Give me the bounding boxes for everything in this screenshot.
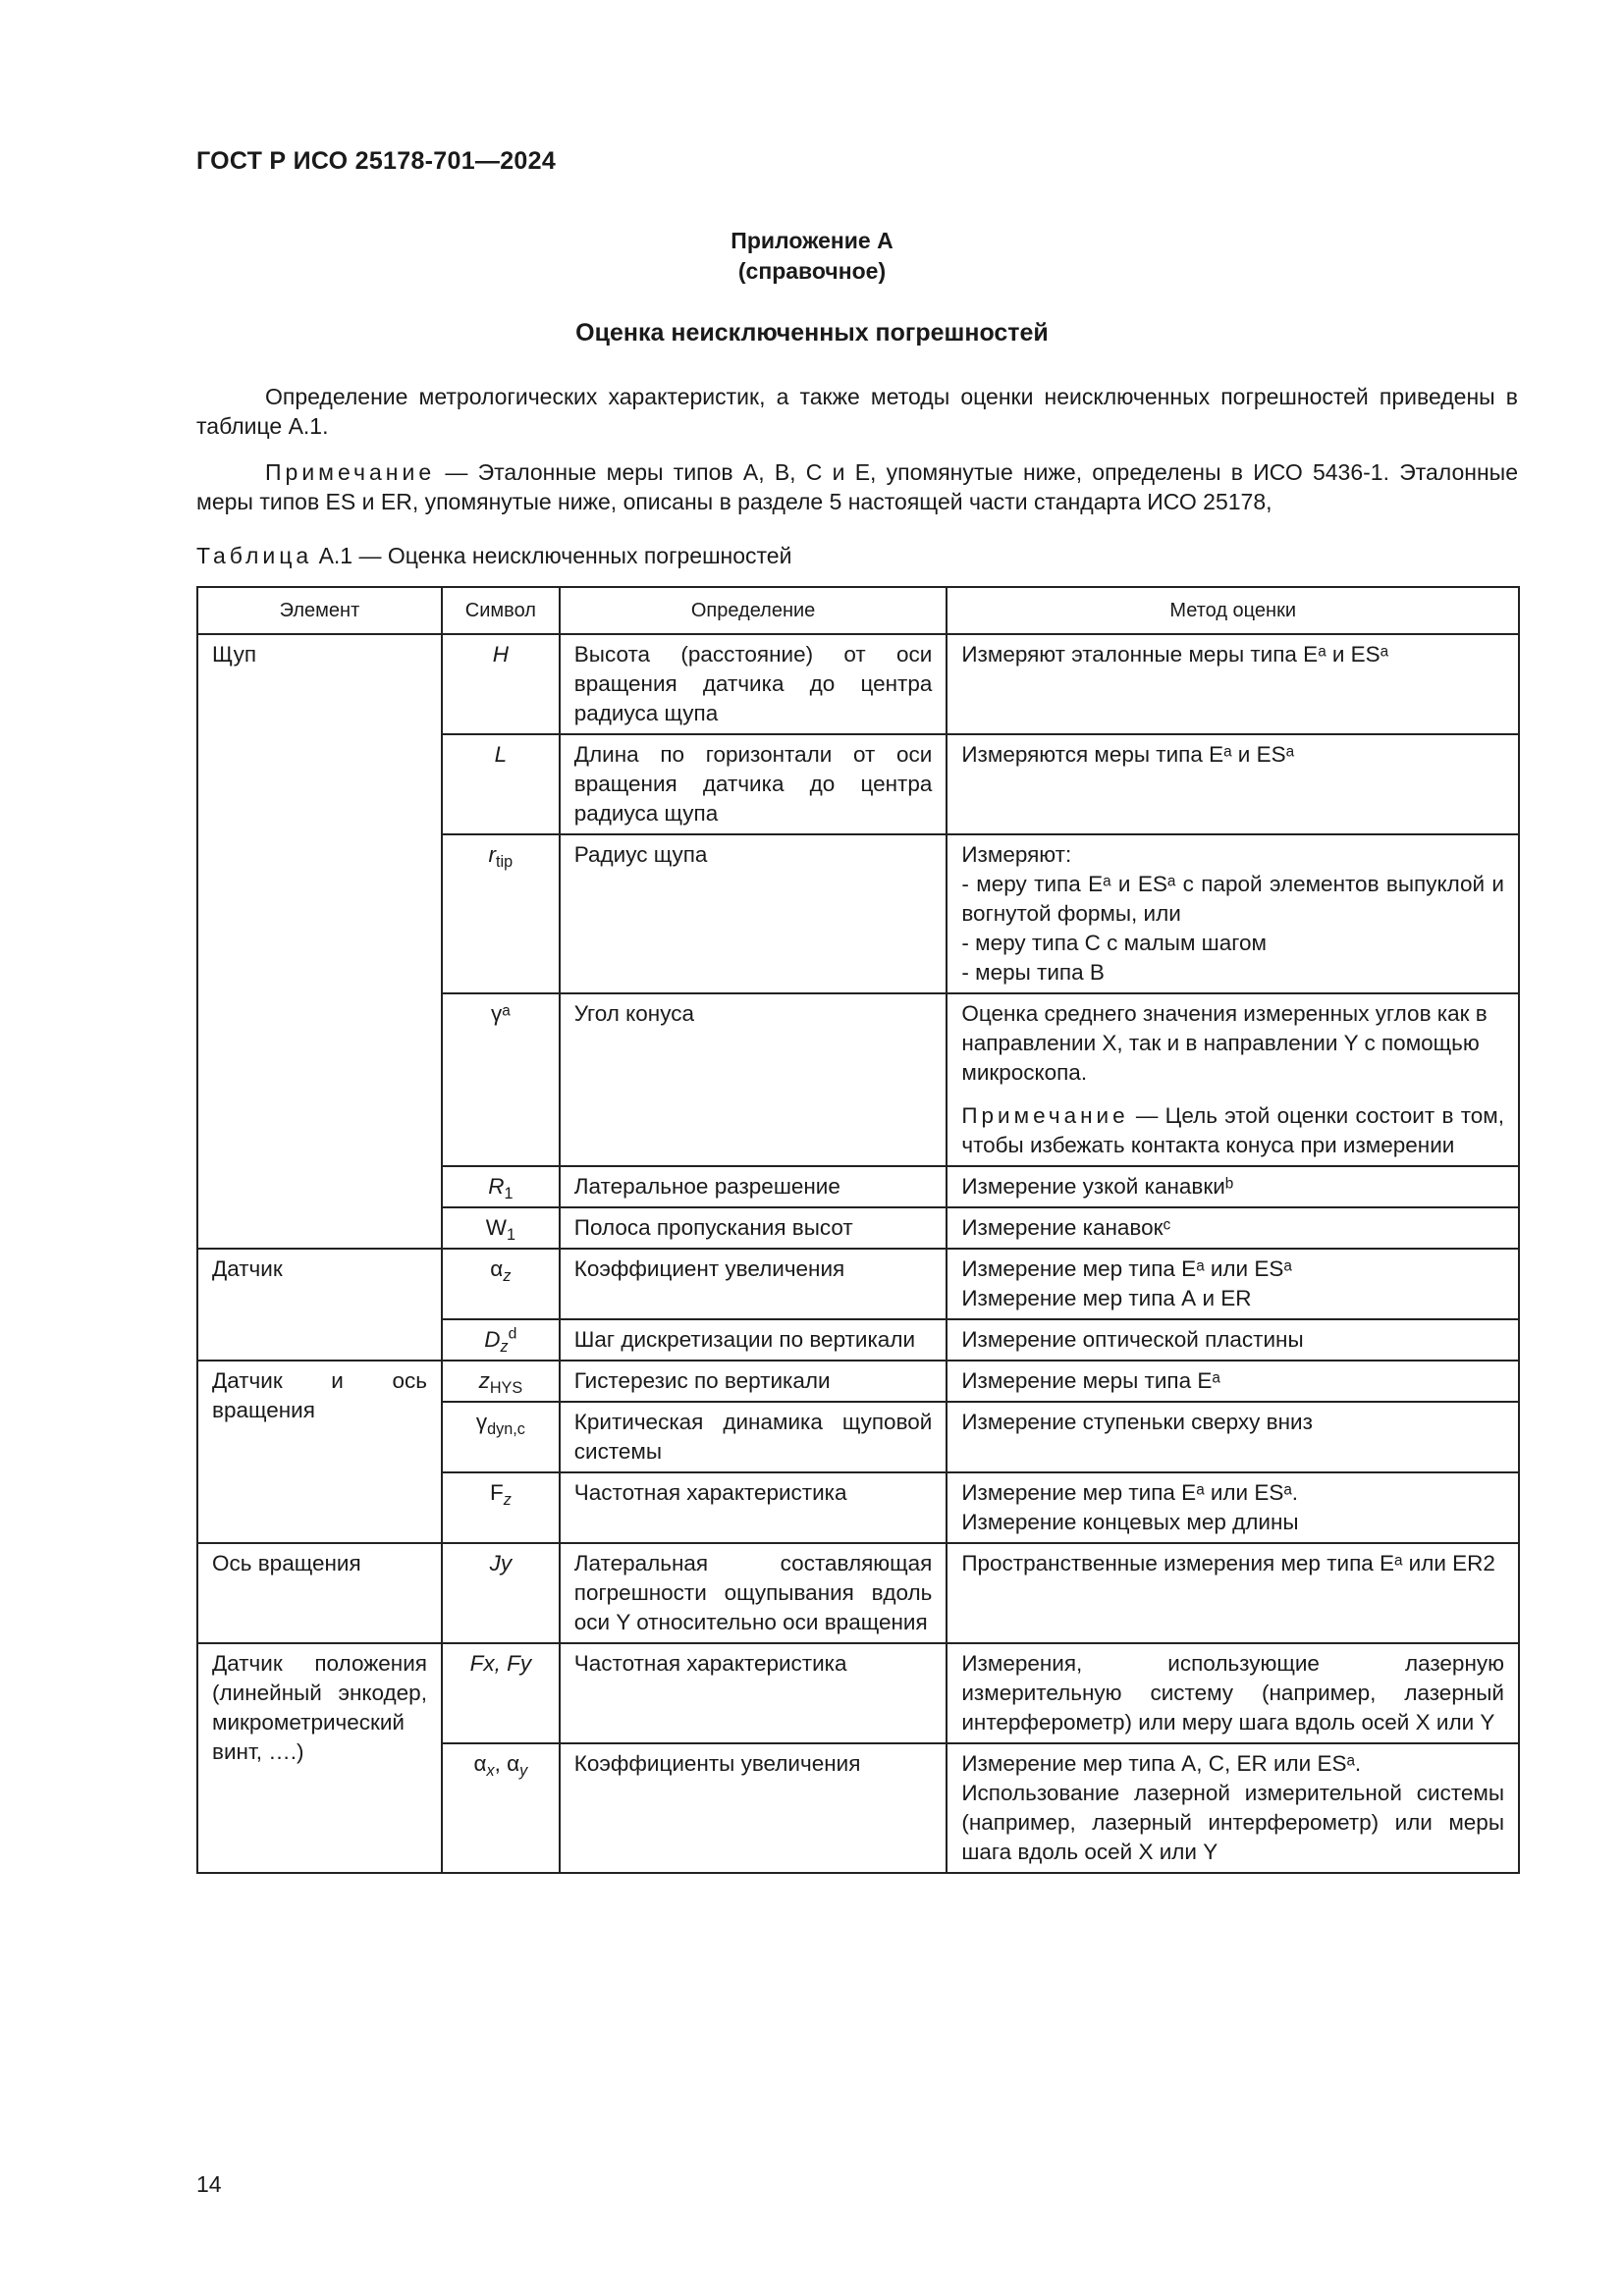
annex-title: Приложение А <box>731 228 893 253</box>
definition-cell: Полоса пропускания высот <box>560 1207 947 1249</box>
element-cell: Щуп <box>197 634 442 1249</box>
symbol-cell: $W_1$ <box>442 1207 560 1249</box>
method-line: Измерение мер типа А, С, ER или ESᵃ. <box>961 1751 1362 1776</box>
section-title: Оценка неисключенных погрешностей <box>575 319 1049 347</box>
note-paragraph <box>196 457 1518 516</box>
header-element: Элемент <box>197 587 442 634</box>
table-row <box>197 1543 1519 1643</box>
definition-cell: Гистерезис по вертикали <box>560 1361 947 1402</box>
intro-paragraph: Определение метрологических характеристик, а также методы оценки неисключенных погрешностей приведены в таблице А.1. <box>196 384 1518 439</box>
definition-cell: Угол конуса <box>560 993 947 1166</box>
method-cell <box>947 834 1519 993</box>
method-cell <box>947 1743 1519 1873</box>
symbol-cell: L <box>442 734 560 834</box>
definition-cell: Частотная характеристика <box>560 1472 947 1543</box>
method-note-label: Примечание <box>961 1103 1129 1128</box>
method-cell: Измерение ступеньки сверху вниз <box>947 1402 1519 1472</box>
method-list-item: - меры типа В <box>961 960 1105 985</box>
definition-cell: Коэффициенты увеличения <box>560 1743 947 1873</box>
method-list-item: - меру типа Eᵃ и ESᵃ с парой элементов выпуклой и вогнутой формы, или <box>961 872 1504 926</box>
method-cell: Измерение узкой канавкиᵇ <box>947 1166 1519 1207</box>
method-cell <box>947 993 1519 1166</box>
symbol-cell: Jy <box>442 1543 560 1643</box>
method-line: Измерение мер типа А и ER <box>961 1286 1252 1310</box>
symbol-cell: $r_{tip}$ <box>442 834 560 993</box>
element-cell: Датчик положения (линейный энкодер, микрометрический винт, ….) <box>197 1643 442 1873</box>
method-line: Измерение концевых мер длины <box>961 1510 1299 1534</box>
note-label: Примечание <box>265 459 436 485</box>
header-definition: Определение <box>560 587 947 634</box>
method-line: Использование лазерной измерительной системы (например, лазерный интерферометр) или меры шага вдоль осей X или Y <box>961 1781 1504 1864</box>
symbol-cell: Fx, Fy <box>442 1643 560 1743</box>
definition-cell: Критическая динамика щуповой системы <box>560 1402 947 1472</box>
definition-cell: Шаг дискретизации по вертикали <box>560 1319 947 1361</box>
uncertainty-table <box>196 586 1520 1874</box>
symbol-cell: $D_z^d$ <box>442 1319 560 1361</box>
table-caption-text: А.1 — Оценка неисключенных погрешностей <box>312 543 792 568</box>
method-list-item: - меру типа С с малым шагом <box>961 931 1267 955</box>
method-cell: Измерение меры типа Eᵃ <box>947 1361 1519 1402</box>
header-method: Метод оценки <box>947 587 1519 634</box>
definition-cell: Частотная характеристика <box>560 1643 947 1743</box>
definition-cell: Радиус щупа <box>560 834 947 993</box>
method-intro: Измеряют: <box>961 842 1072 867</box>
method-line: Измерение мер типа Eᵃ или ESᵃ. <box>961 1480 1298 1505</box>
note-text: — Эталонные меры типов А, В, С и Е, упомянутые ниже, определены в ИСО 5436-1. Эталонные меры типов ES и ER, упомянутые ниже, описаны в разделе 5 настоящей части стандарта ИСО 25178, <box>196 459 1518 514</box>
table-header-row <box>197 587 1519 634</box>
page-number: 14 <box>196 2171 222 2197</box>
element-cell: Датчик и ось вращения <box>197 1361 442 1543</box>
table-row <box>197 1249 1519 1319</box>
definition-cell: Латеральное разрешение <box>560 1166 947 1207</box>
definition-cell: Длина по горизонтали от оси вращения датчика до центра радиуса щупа <box>560 734 947 834</box>
method-cell <box>947 1249 1519 1319</box>
symbol-cell: H <box>442 634 560 734</box>
element-cell: Ось вращения <box>197 1543 442 1643</box>
symbol-cell: γᵃ <box>442 993 560 1166</box>
header-symbol: Символ <box>442 587 560 634</box>
method-text: Оценка среднего значения измеренных углов как в направлении X, так и в направлении Y с помощью микроскопа. <box>961 1001 1488 1085</box>
method-cell: Измерение оптической пластины <box>947 1319 1519 1361</box>
table-row <box>197 634 1519 734</box>
method-cell: Измеряются меры типа Eᵃ и ESᵃ <box>947 734 1519 834</box>
annex-type: (справочное) <box>737 258 887 284</box>
symbol-cell: $F_z$ <box>442 1472 560 1543</box>
method-cell: Измеряют эталонные меры типа Eᵃ и ESᵃ <box>947 634 1519 734</box>
table-caption-label: Таблица <box>196 543 313 568</box>
method-cell: Пространственные измерения мер типа Eᵃ или ER2 <box>947 1543 1519 1643</box>
method-note <box>961 1101 1504 1160</box>
symbol-cell: $z_{HYS}$ <box>442 1361 560 1402</box>
table-row <box>197 1361 1519 1402</box>
definition-cell: Коэффициент увеличения <box>560 1249 947 1319</box>
symbol-cell: $R_1$ <box>442 1166 560 1207</box>
method-cell <box>947 1472 1519 1543</box>
symbol-cell: $\alpha_z$ <box>442 1249 560 1319</box>
method-cell: Измерение канавокᶜ <box>947 1207 1519 1249</box>
element-cell: Датчик <box>197 1249 442 1361</box>
definition-cell: Высота (расстояние) от оси вращения датчика до центра радиуса щупа <box>560 634 947 734</box>
method-line: Измерение мер типа Eᵃ или ESᵃ <box>961 1256 1292 1281</box>
symbol-cell: $\alpha_x$, $\alpha_y$ <box>442 1743 560 1873</box>
definition-cell: Латеральная составляющая погрешности ощупывания вдоль оси Y относительно оси вращения <box>560 1543 947 1643</box>
table-row <box>197 1643 1519 1743</box>
symbol-cell: $\gamma_{dyn,c}$ <box>442 1402 560 1472</box>
document-code: ГОСТ Р ИСО 25178-701—2024 <box>196 147 557 175</box>
table-caption <box>196 543 791 569</box>
method-cell: Измерения, использующие лазерную измерительную систему (например, лазерный интерферометр) или меру шага вдоль осей X или Y <box>947 1643 1519 1743</box>
method-note-text: — Цель этой оценки состоит в том, чтобы избежать контакта конуса при измерении <box>961 1103 1504 1157</box>
